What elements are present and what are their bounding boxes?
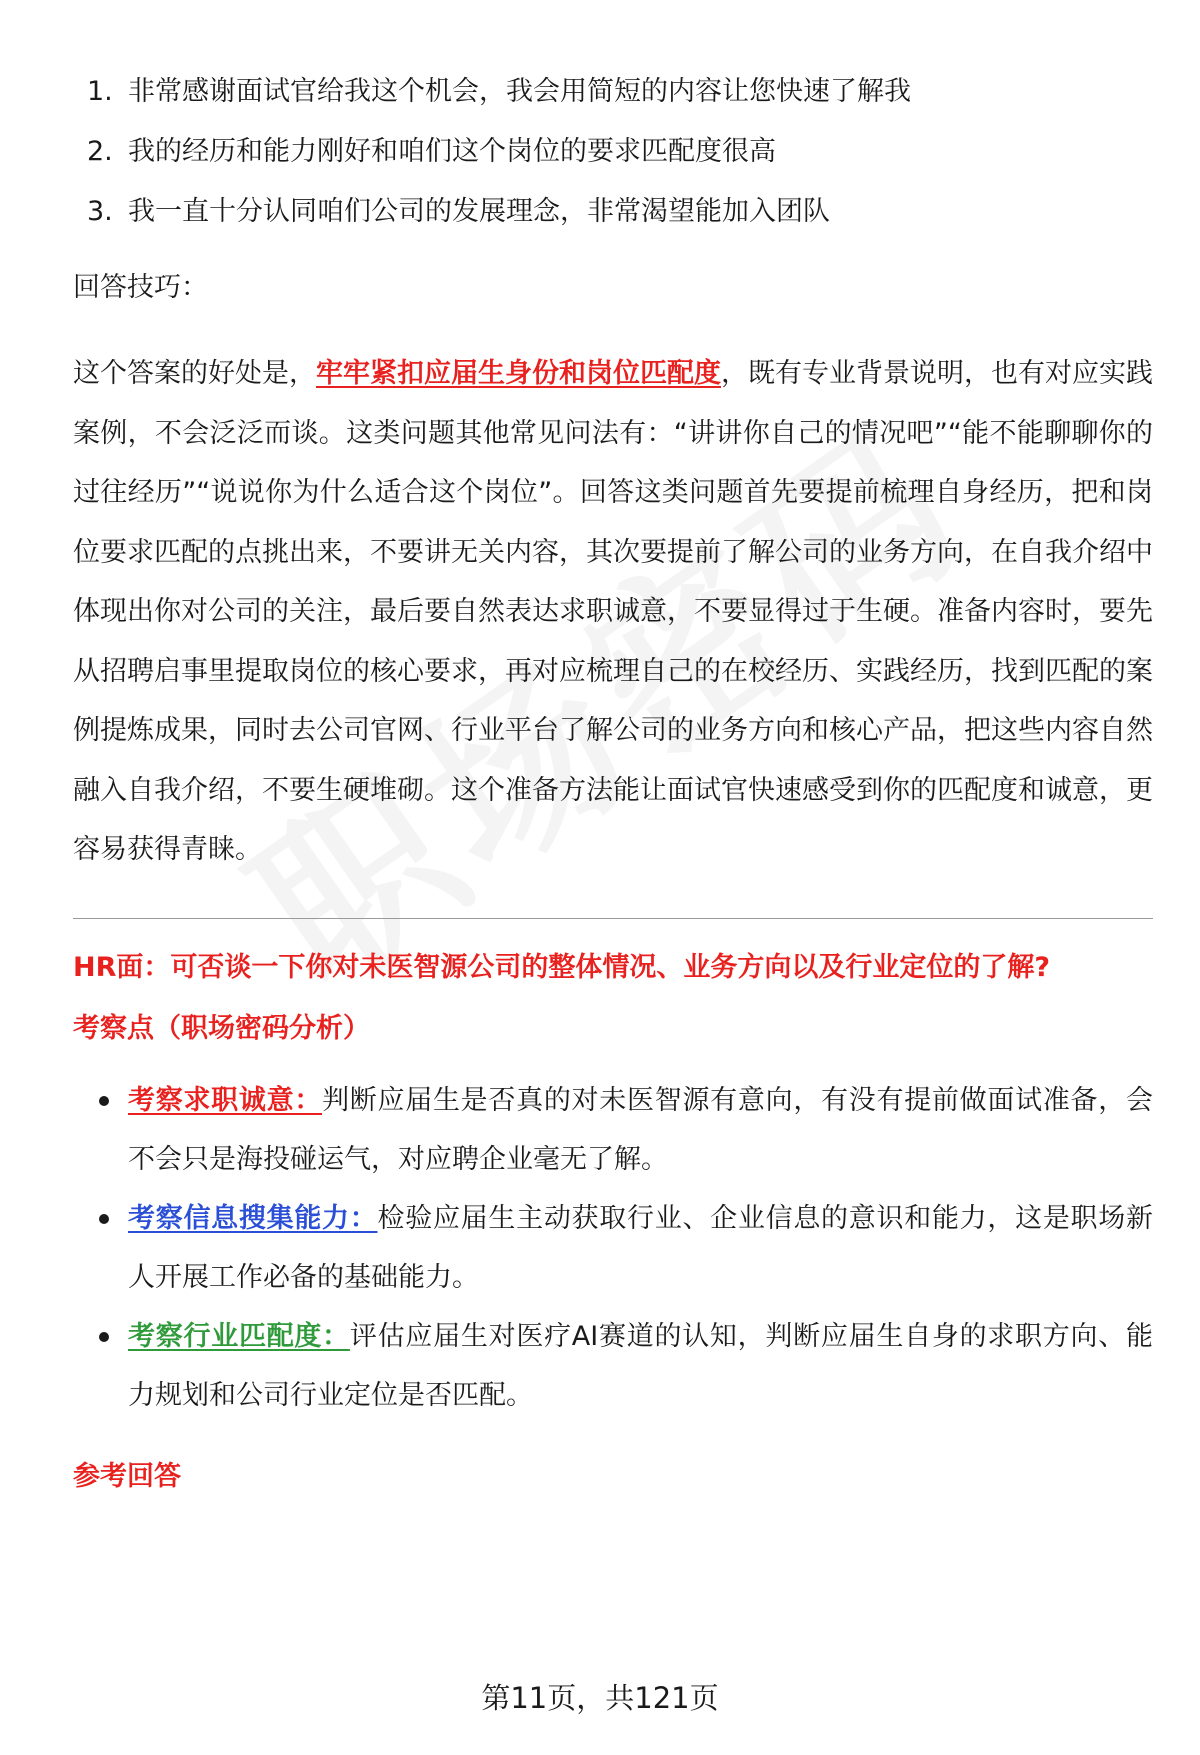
list-item — [73, 62, 1153, 122]
question-title: HR面：可否谈一下你对未医智源公司的整体情况、业务方向以及行业定位的了解? — [73, 951, 1051, 983]
assessment-points — [73, 1071, 1153, 1425]
reference-heading: 参考回答 — [73, 1460, 181, 1492]
assessment-point-text: 判断应届生是否真的对未医智源有意向，有没有提前做面试准备，会不会只是海投碰运气，对应聘企业毫无了解。 — [128, 1084, 1154, 1175]
assessment-point-text: 评估应届生对医疗AI赛道的认知，判断应届生自身的求职方向、能力规划和公司行业定位是否匹配。 — [128, 1320, 1153, 1411]
assessment-point-text: 检验应届生主动获取行业、企业信息的意识和能力，这是职场新人开展工作必备的基础能力。 — [128, 1202, 1153, 1293]
page-content — [73, 62, 1153, 1495]
assessment-heading: 考察点（职场密码分析） — [73, 1012, 370, 1044]
assessment-point — [73, 1189, 1153, 1307]
page-footer: 第11页，共121页 — [481, 1681, 719, 1715]
bullet-dot-icon — [99, 1096, 109, 1106]
list-item-text: 我的经历和能力刚好和咱们这个岗位的要求匹配度很高 — [128, 136, 776, 167]
assessment-point — [73, 1071, 1153, 1189]
intro-list — [73, 62, 1153, 242]
list-item-text: 非常感谢面试官给我这个机会，我会用简短的内容让您快速了解我 — [128, 76, 911, 107]
list-item-number: 2. — [87, 136, 113, 167]
bullet-dot-icon — [99, 1214, 109, 1224]
tips-paragraph — [73, 344, 1153, 880]
tips-paragraph-before: 这个答案的好处是， — [73, 358, 316, 389]
assessment-point-label: 考察行业匹配度： — [128, 1320, 350, 1352]
bullet-dot-icon — [99, 1332, 109, 1342]
section-divider — [73, 918, 1153, 919]
assessment-point-label: 考察信息搜集能力： — [128, 1202, 378, 1234]
tips-paragraph-after: ，既有专业背景说明，也有对应实践案例，不会泛泛而谈。这类问题其他常见问法有：“讲讲你自己的情况吧”“能不能聊聊你的过往经历”“说说你为什么适合这个岗位”。回答这类问题首先要提前梳理自身经历，把和岗位要求匹配的点挑出来，不要讲无关内容，其次要提前了解公司的业务方向，在自我介绍中体现出你对公司的关注，最后要自然表达求职诚意，不要显得过于生硬。准备内容时，要先从招聘启事里提取岗位的核心要求，再对应梳理自己的在校经历、实践经历，找到匹配的案例提炼成果，同时去公司官网、行业平台了解公司的业务方向和核心产品，把这些内容自然融入自我介绍，不要生硬堆砌。这个准备方法能让面试官快速感受到你的匹配度和诚意，更容易获得青睐。 — [73, 358, 1153, 865]
list-item-text: 我一直十分认同咱们公司的发展理念，非常渴望能加入团队 — [128, 196, 830, 227]
list-item-number: 1. — [87, 76, 113, 107]
assessment-point-label: 考察求职诚意： — [128, 1084, 323, 1116]
list-item — [73, 122, 1153, 182]
list-item-number: 3. — [87, 196, 113, 227]
assessment-point — [73, 1307, 1153, 1425]
tips-paragraph-highlight: 牢牢紧扣应届生身份和岗位匹配度 — [316, 358, 721, 389]
list-item — [73, 182, 1153, 242]
tips-label: 回答技巧： — [73, 272, 208, 303]
